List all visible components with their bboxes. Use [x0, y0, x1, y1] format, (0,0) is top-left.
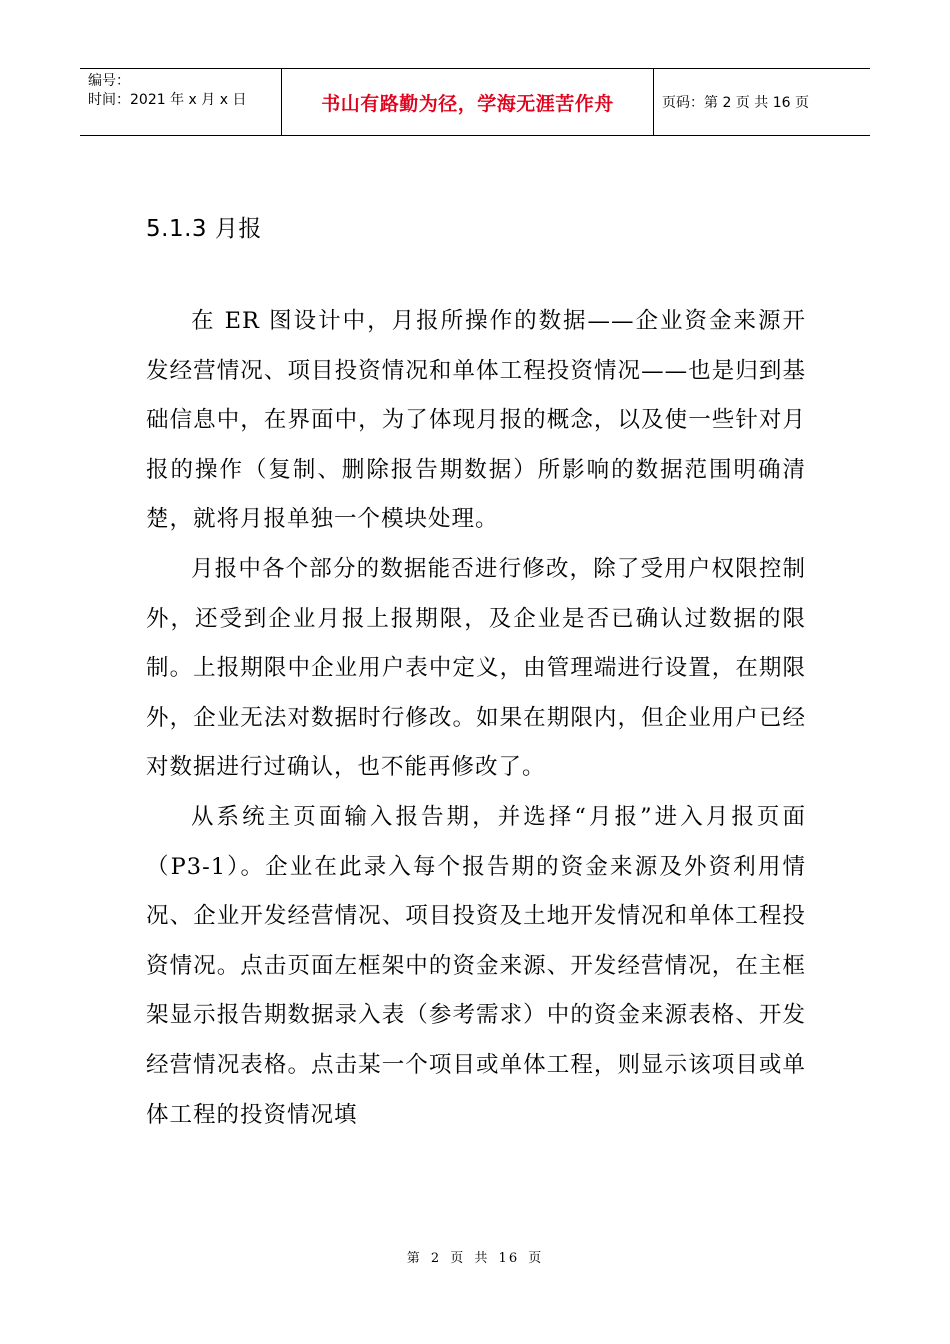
page-code-text: 页码：第 2 页 共 16 页	[662, 95, 809, 111]
page-footer: 第 2 页 共 16 页	[406, 1251, 544, 1266]
time-label: 时间：2021 年 x 月 x 日	[88, 92, 247, 108]
header-page-code	[654, 69, 870, 135]
number-label: 编号：	[88, 73, 130, 89]
header-meta	[80, 69, 282, 135]
page-header	[80, 68, 870, 136]
paragraph: 月报中各个部分的数据能否进行修改，除了受用户权限控制外，还受到企业月报上报期限，及企业是否已确认过数据的限制。上报期限中企业用户表中定义，由管理端进行设置，在期限外，企业无法对数据时行修改。如果在期限内，但企业用户已经对数据进行过确认，也不能再修改了。	[146, 555, 806, 781]
motto-text: 书山有路勤为径，学海无涯苦作舟	[321, 92, 614, 115]
paragraph: 从系统主页面输入报告期，并选择“月报”进入月报页面（P3-1）。企业在此录入每个报告期的资金来源及外资利用情况、企业开发经营情况、项目投资及土地开发情况和单体工程投资情况。点击页面左框架中的资金来源、开发经营情况，在主框架显示报告期数据录入表（参考需求）中的资金来源表格、开发经营情况表格。点击某一个项目或单体工程，则显示该项目或单体工程的投资情况填	[146, 803, 806, 1128]
header-motto	[282, 69, 654, 135]
paragraph: 在 ER 图设计中，月报所操作的数据——企业资金来源开发经营情况、项目投资情况和单体工程投资情况——也是归到基础信息中，在界面中，为了体现月报的概念，以及使一些针对月报的操作（复制、删除报告期数据）所影响的数据范围明确清楚，就将月报单独一个模块处理。	[146, 308, 806, 533]
section-title: 5.1.3 月报	[146, 216, 262, 242]
document-body	[146, 297, 806, 1140]
